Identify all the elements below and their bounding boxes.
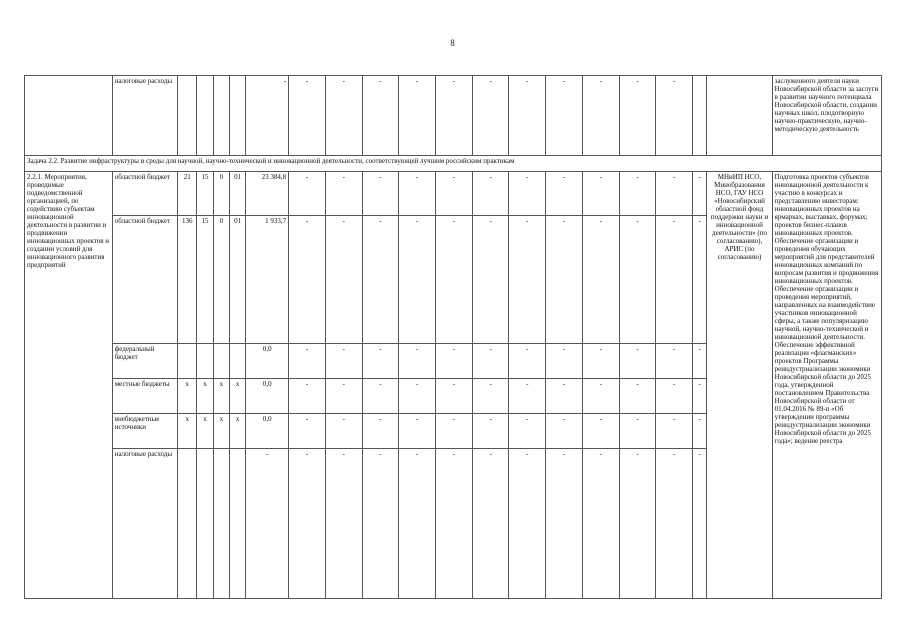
source-cell: налоговые расходы bbox=[112, 76, 177, 156]
source-cell: местные бюджеты bbox=[112, 379, 177, 414]
value-cell: - bbox=[325, 76, 362, 156]
source-cell: областной бюджет bbox=[112, 216, 177, 344]
value-cell: - bbox=[509, 76, 546, 156]
value-cell: - bbox=[362, 76, 399, 156]
total-cell: 1 933,7 bbox=[246, 216, 289, 344]
program-table bbox=[24, 75, 882, 599]
total-cell: 0,0 bbox=[246, 344, 289, 379]
total-cell: 23 384,8 bbox=[246, 172, 289, 216]
value-cell: - bbox=[246, 76, 289, 156]
value-cell: - bbox=[656, 76, 693, 156]
table-row bbox=[25, 156, 882, 172]
activity-title: 2.2.1. Мероприятия, проводимые подведомственной организацией, по содействию субъектам инновационной деятельности в развитии и продвижении инновационных проектов и создании условий для инновационного развития предприятий bbox=[25, 172, 113, 599]
value-cell: - bbox=[472, 76, 509, 156]
table-row bbox=[25, 76, 882, 156]
source-cell: федеральный бюджет bbox=[112, 344, 177, 379]
source-cell: областной бюджет bbox=[112, 172, 177, 216]
table-row: налоговые расходы - - - - - - - - - - - - - bbox=[25, 449, 882, 599]
value-cell: - bbox=[289, 76, 326, 156]
value-cell: - bbox=[619, 76, 656, 156]
table-row: областной бюджет 136 15 0 01 1 933,7 - - - - - - - - - - - - bbox=[25, 216, 882, 344]
source-cell: налоговые расходы bbox=[112, 449, 177, 599]
value-cell: - bbox=[546, 76, 583, 156]
table-row: 2.2.1. Мероприятия, проводимые подведомственной организацией, по содействию субъектам инновационной деятельности в развитии и продвижении инновационных проектов и создании условий для инновационного развития предприятий областной бюджет 21 15 0 01 23 384,8 - - - - - - - - - - - - МНиИП НСО, Минобразования НСО, ГАУ НСО «Новосибирский областной фонд поддержки науки и инновационной деятельности» (по согласованию), АРИС (по согласованию) Подготовка проектов субъектов инновационной деятельности к участию в конкурсах и представлению инвесторам: инновационных проектов на ярмарках, выставках, форумах; проектов бизнес-планов инновационных проектов. Обеспечение организации и проведения обучающих мероприятий для представителей инновационных компаний по вопросам развития и продвижения инновационных проектов. Обеспечение организации и проведения мероприятий, направленных на взаимодействие участников инновационной сферы, а также популяризацию научной, научно-технической и инновационной деятельности. Обеспечение эффективной реализации «флагманских» проектов Программы реиндустриализации экономики Новосибирской области до 2025 года, утвержденной постановлением Правительства Новосибирской области от 01.04.2016 № 89-п «Об утверждении программы реиндустриализации экономики Новосибирской области до 2025 года»; ведение реестра bbox=[25, 172, 882, 216]
task-header: Задача 2.2. Развитие инфраструктуры и среды для научной, научно-технической и инновационной деятельности, соответствующей лучшим российским практикам bbox=[25, 156, 882, 172]
executor-cell: МНиИП НСО, Минобразования НСО, ГАУ НСО «Новосибирский областной фонд поддержки науки и инновационной деятельности» (по согласованию), АРИС (по согласованию) bbox=[707, 172, 772, 599]
total-cell: 0,0 bbox=[246, 379, 289, 414]
total-cell: 0,0 bbox=[246, 414, 289, 449]
table-row: местные бюджеты x x x x 0,0 - - - - - - - - - - - - bbox=[25, 379, 882, 414]
value-cell: - bbox=[399, 76, 436, 156]
table-row: федеральный бюджет 0,0 - - - - - - - - - - - - bbox=[25, 344, 882, 379]
page-number: 8 bbox=[450, 38, 455, 48]
total-cell: - bbox=[246, 449, 289, 599]
source-cell: внебюджетные источники bbox=[112, 414, 177, 449]
value-cell: - bbox=[582, 76, 619, 156]
result-cell: Подготовка проектов субъектов инновационной деятельности к участию в конкурсах и представлению инвесторам: инновационных проектов на ярмарках, выставках, форумах; проектов бизнес-планов инновационных проектов. Обеспечение организации и проведения обучающих мероприятий для представителей инновационных компаний по вопросам развития и продвижения инновационных проектов. Обеспечение организации и проведения мероприятий, направленных на взаимодействие участников инновационной сферы, а также популяризацию научной, научно-технической и инновационной деятельности. Обеспечение эффективной реализации «флагманских» проектов Программы реиндустриализации экономики Новосибирской области до 2025 года, утвержденной постановлением Правительства Новосибирской области от 01.04.2016 № 89-п «Об утверждении программы реиндустриализации экономики Новосибирской области до 2025 года»; ведение реестра bbox=[772, 172, 881, 599]
table-row: внебюджетные источники x x x x 0,0 - - - - - - - - - - - - bbox=[25, 414, 882, 449]
result-cell: заслуженного деятеля науки Новосибирской области за заслуги в развитии научного потенциала Новосибирской области, создании научных школ, плодотворную научно-практическую, научно-методическую деятельность bbox=[772, 76, 881, 156]
value-cell: - bbox=[436, 76, 473, 156]
